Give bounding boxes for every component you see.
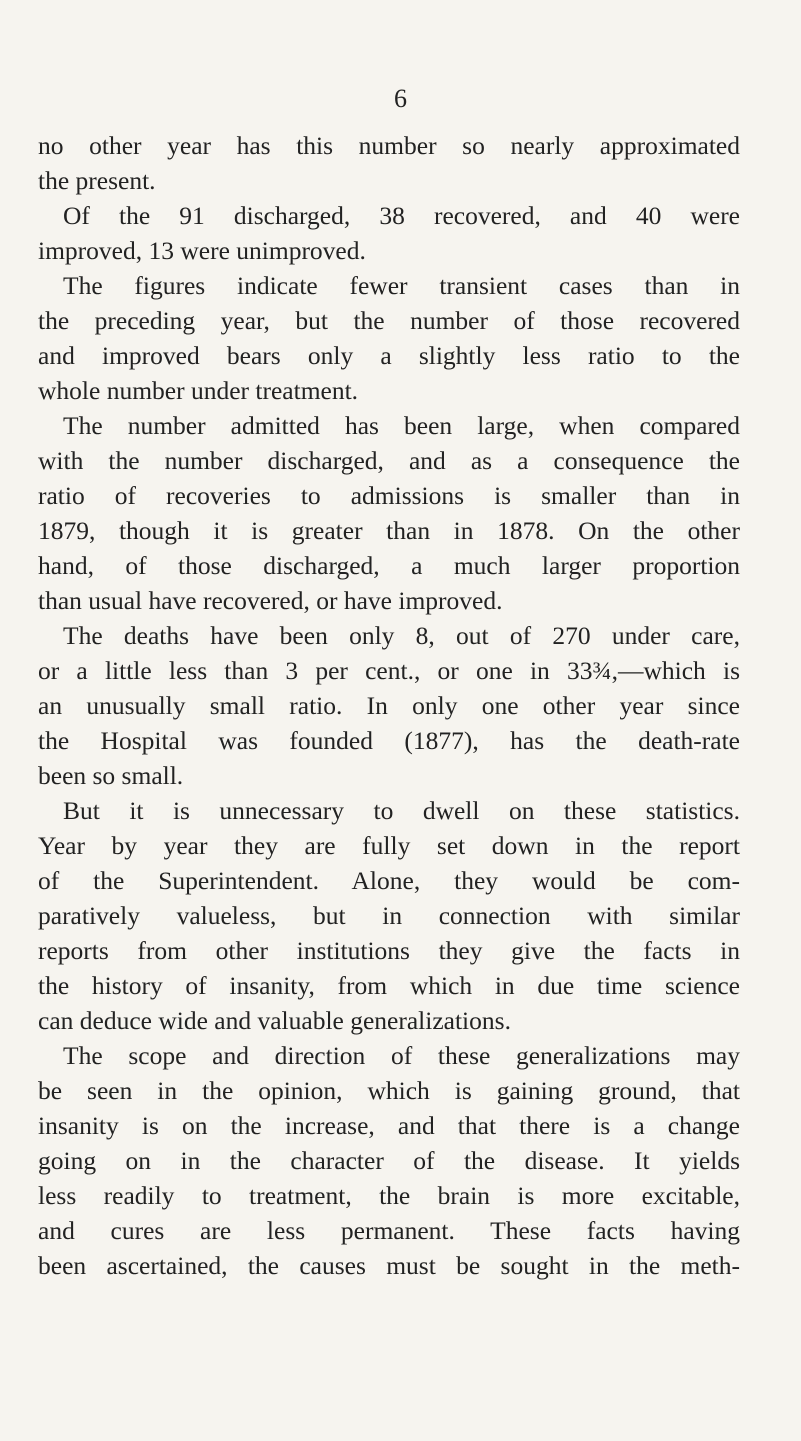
text-line: no other year has this number so nearly approximated (38, 131, 740, 160)
text-line: can deduce wide and valuable generalizations. (38, 1006, 511, 1035)
text-line: been so small. (38, 761, 184, 790)
text-line: improved, 13 were unimproved. (38, 236, 366, 265)
text-line: The number admitted has been large, when compared (63, 411, 740, 440)
text-line: the Hospital was founded (1877), has the death-rate (38, 726, 740, 755)
page-number: 6 (394, 84, 407, 113)
text-line: the history of insanity, from which in due time science (38, 971, 740, 1000)
text-line: less readily to treatment, the brain is more excitable, (38, 1181, 740, 1210)
text-line: hand, of those discharged, a much larger proportion (38, 551, 740, 580)
text-line: the preceding year, but the number of those recovered (38, 306, 740, 335)
text-line: The scope and direction of these generalizations may (63, 1041, 740, 1070)
text-line: than usual have recovered, or have improved. (38, 586, 503, 615)
text-line: whole number under treatment. (38, 376, 359, 405)
text-line: or a little less than 3 per cent., or one in 33¾,—which is (38, 656, 740, 685)
text-line: and cures are less permanent. These facts having (38, 1216, 740, 1245)
body-text (38, 128, 740, 1283)
text-line: The figures indicate fewer transient cases than in (63, 271, 740, 300)
text-line: The deaths have been only 8, out of 270 under care, (63, 621, 740, 650)
text-line: insanity is on the increase, and that there is a change (38, 1111, 740, 1140)
text-line: going on in the character of the disease. It yields (38, 1146, 740, 1175)
text-line: and improved bears only a slightly less ratio to the (38, 341, 740, 370)
text-line: of the Superintendent. Alone, they would be com- (38, 866, 740, 895)
text-line: reports from other institutions they give the facts in (38, 936, 740, 965)
text-line: 1879, though it is greater than in 1878. On the other (38, 516, 740, 545)
text-line: paratively valueless, but in connection with similar (38, 901, 740, 930)
text-line: Of the 91 discharged, 38 recovered, and 40 were (63, 201, 740, 230)
text-line: ratio of recoveries to admissions is smaller than in (38, 481, 740, 510)
text-line: an unusually small ratio. In only one other year since (38, 691, 740, 720)
text-line: been ascertained, the causes must be sought in the meth- (38, 1251, 740, 1280)
text-line: Year by year they are fully set down in the report (38, 831, 740, 860)
text-line: the present. (38, 166, 156, 195)
text-line: with the number discharged, and as a consequence the (38, 446, 740, 475)
text-line: be seen in the opinion, which is gaining ground, that (38, 1076, 740, 1105)
text-line: But it is unnecessary to dwell on these statistics. (63, 796, 740, 825)
